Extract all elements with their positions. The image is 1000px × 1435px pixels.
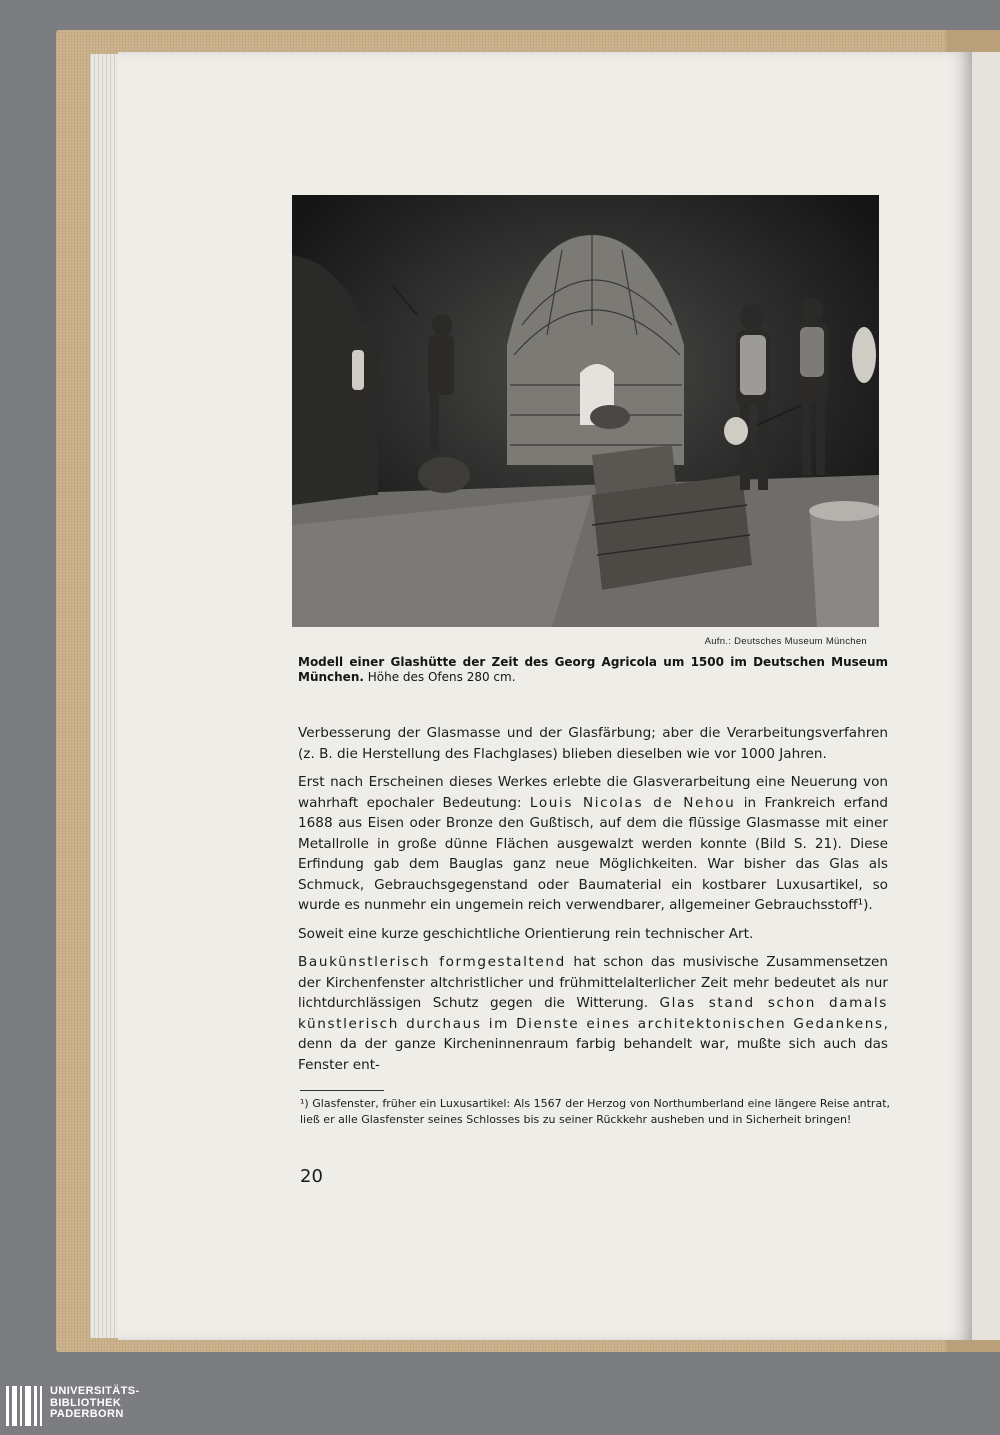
next-page-edge [972,52,1000,1340]
library-logo-line2: BIBLIOTHEK [50,1396,122,1409]
caption-bold: Modell einer Glashütte der Zeit des Georg Agricola um 1500 im Deutschen Museum München. [298,655,888,684]
library-logo-line3: PADERBORN [50,1408,124,1420]
paragraph-4-part-b: , denn da der ganze Kircheninnenraum farbig behandelt war, mußte sich auch das Fenster ent- [298,1015,888,1073]
inventor-name: Louis Nicolas de Nehou [529,794,736,811]
paragraph-2 [298,772,888,916]
library-logo-bars-icon [6,1386,44,1426]
caption-normal: Höhe des Ofens 280 cm. [363,670,516,684]
photo-credit: Aufn.: Deutsches Museum München [704,636,867,647]
library-logo [0,1386,200,1435]
paragraph-2-start: Erst nach Erscheinen dieses Werkes erlebte die Glasverarbeitung eine Neuerung von wahrhaft epochaler Bedeutung: [298,774,888,811]
paragraph-3: Soweit eine kurze geschichtliche Orientierung rein technischer Art. [298,925,754,942]
paragraph-1: Verbesserung der Glasmasse und der Glasfärbung; aber die Verarbeitungsverfahren (z. B. die Herstellung des Flachglases) blieben dieselben wie vor 1000 Jahren. [298,725,888,762]
page-number: 20 [300,1166,323,1187]
footnote: ¹) Glasfenster, früher ein Luxusartikel: Als 1567 der Herzog von Northumberland eine längere Reise antrat, ließ er alle Glasfenster seines Schlosses bis zu seiner Rückkehr ausheben und in Sicherheit bringen! [300,1097,890,1126]
paragraph-4-part-a: hat schon das musivische Zusammensetzen der Kirchenfenster altchristlicher und frühmittelalterlicher Zeit mehr bedeutet als nur lichtdurchlässigen Schutz gegen die Witterung. [298,954,888,1011]
paragraph-4-emphasis-2: Glas stand schon damals künstlerisch durchaus im Dienste eines architektonischen Gedankens [298,995,888,1032]
library-logo-text [50,1386,140,1421]
paragraph-4 [298,952,888,1075]
glasshouse-photo-drawing [292,195,879,627]
paragraph-4-emphasis-1: Baukünstlerisch formgestaltend [298,954,566,970]
body-text [298,723,888,1083]
footnote-rule [300,1090,384,1091]
paragraph-2-rest: in Frankreich erfand 1688 aus Eisen oder Bronze den Gußtisch, auf dem die flüssige Glasmasse mit einer Metallrolle in große dünne Flächen ausgewalzt werden konnte (Bild S. 21). Diese Erfindung gab dem Bauglas ganz neue Möglichkeiten. War bisher das Glas als Schmuck, Gebrauchsgegenstand oder Baumaterial ein kostbarer Luxusartikel, so wurde es nunmehr ein ungemein reich verwendbarer, allgemeiner Gebrauchsstoff¹). [298,794,888,913]
library-logo-line1: UNIVERSITÄTS- [50,1385,140,1397]
photo-caption [298,655,888,685]
page-edges [90,54,120,1338]
glasshouse-photo [292,195,879,627]
